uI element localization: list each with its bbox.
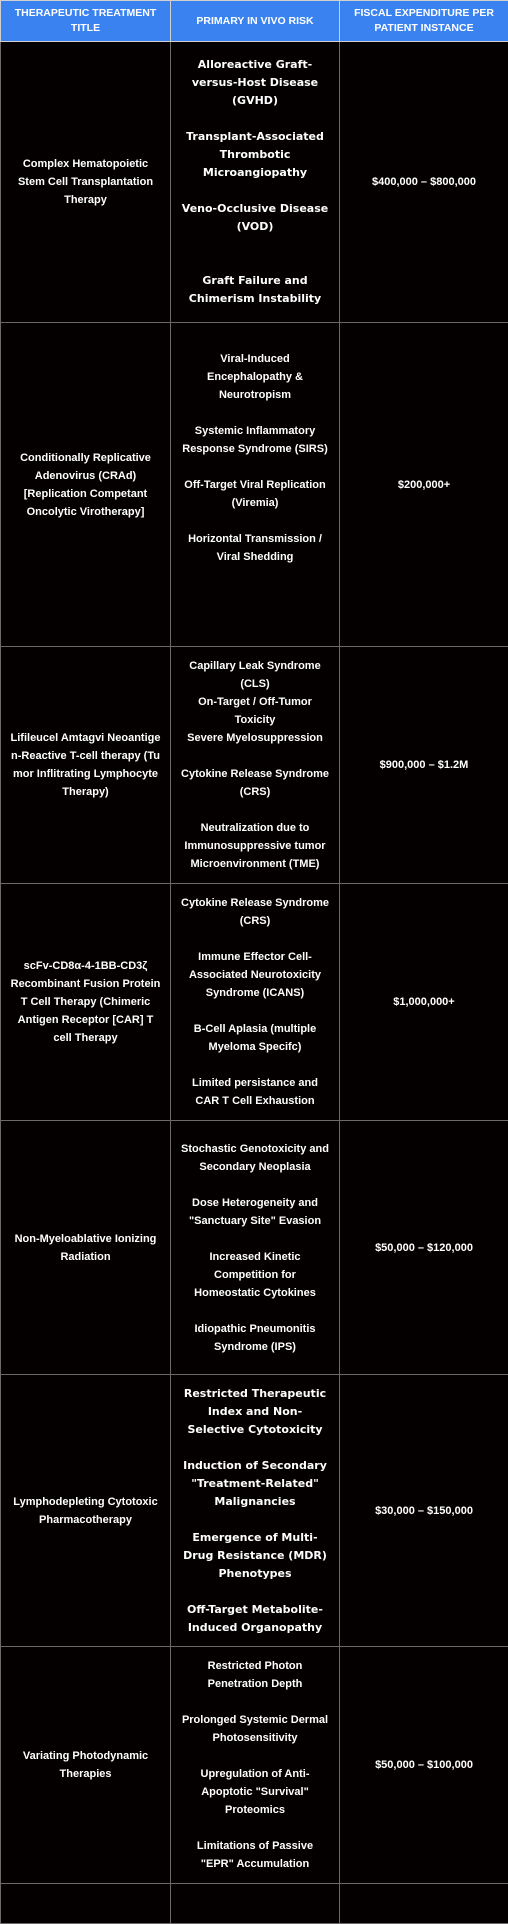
risk-cell: [171, 647, 340, 884]
cost-cell: $400,000 – $800,000: [340, 42, 508, 323]
header-therapy: THERAPEUTIC TREATMENT TITLE: [1, 1, 171, 42]
header-cost: FISCAL EXPENDITURE PER PATIENT INSTANCE: [340, 1, 508, 42]
risk-item: Off-Target Viral Replication (Viremia): [181, 476, 329, 512]
risk-item: Viral-Induced Encephalopathy & Neurotropism: [181, 350, 329, 404]
header-risk: PRIMARY IN VIVO RISK: [171, 1, 340, 42]
risk-cell: [171, 884, 340, 1121]
empty-cell: [340, 1884, 508, 1924]
risk-item: Restricted Photon Penetration Depth: [181, 1657, 329, 1693]
table-row: [1, 1375, 508, 1647]
therapy-cell: Non-Myeloablative Ionizing Radiation: [1, 1121, 171, 1375]
table-row: [1, 647, 508, 884]
cost-cell: $50,000 – $100,000: [340, 1647, 508, 1884]
risk-cell: [171, 1121, 340, 1375]
risk-item: Limited persistance and CAR T Cell Exhaustion: [181, 1074, 329, 1110]
risk-item: Horizontal Transmission / Viral Shedding: [181, 530, 329, 566]
risk-item: Systemic Inflammatory Response Syndrome (SIRS): [181, 422, 329, 458]
table-row: [1, 323, 508, 647]
risk-item: Off-Target Metabolite-Induced Organopathy: [181, 1601, 329, 1637]
therapy-cell: Lifileucel Amtagvi Neoantigen-Reactive T-cell therapy (Tumor Inflitrating Lymphocyte Therapy): [1, 647, 171, 884]
risk-item: Alloreactive Graft-versus-Host Disease (GVHD): [181, 56, 329, 110]
risk-item: Emergence of Multi-Drug Resistance (MDR) Phenotypes: [181, 1529, 329, 1583]
cost-cell: $50,000 – $120,000: [340, 1121, 508, 1375]
cost-cell: $1,000,000+: [340, 884, 508, 1121]
empty-cell: [171, 1884, 340, 1924]
risk-item: Restricted Therapeutic Index and Non-Selective Cytotoxicity: [181, 1385, 329, 1439]
risk-cell: [171, 1375, 340, 1647]
risk-item: Induction of Secondary "Treatment-Related" Malignancies: [181, 1457, 329, 1511]
cost-cell: $900,000 – $1.2M: [340, 647, 508, 884]
risk-cell: [171, 1647, 340, 1884]
cost-cell: $30,000 – $150,000: [340, 1375, 508, 1647]
risk-cell: [171, 323, 340, 647]
empty-cell: [1, 1884, 171, 1924]
risk-cell: [171, 42, 340, 323]
risk-item: B-Cell Aplasia (multiple Myeloma Specifc): [181, 1020, 329, 1056]
risk-item: Veno-Occlusive Disease (VOD): [181, 200, 329, 236]
table-row-empty: [1, 1884, 508, 1924]
cost-cell: $200,000+: [340, 323, 508, 647]
risk-item: Prolonged Systemic Dermal Photosensitivity: [181, 1711, 329, 1747]
risk-item: Cytokine Release Syndrome (CRS): [181, 894, 329, 930]
risk-item: Graft Failure and Chimerism Instability: [181, 272, 329, 308]
therapy-cell: Lymphodepleting Cytotoxic Pharmacotherapy: [1, 1375, 171, 1647]
risk-item: Upregulation of Anti-Apoptotic "Survival" Proteomics: [181, 1765, 329, 1819]
therapy-cell: Conditionally Replicative Adenovirus (CRAd) [Replication Competant Oncolytic Virotherapy]: [1, 323, 171, 647]
risk-item: Idiopathic Pneumonitis Syndrome (IPS): [181, 1320, 329, 1356]
risk-item: Increased Kinetic Competition for Homeostatic Cytokines: [181, 1248, 329, 1302]
risk-item: Capillary Leak Syndrome (CLS): [181, 657, 329, 693]
table-row: [1, 884, 508, 1121]
therapy-cell: scFv-CD8α-4-1BB-CD3ζ Recombinant Fusion Protein T Cell Therapy (Chimeric Antigen Receptor [CAR] T cell Therapy: [1, 884, 171, 1121]
risk-item: Neutralization due to Immunosuppressive tumor Microenvironment (TME): [181, 819, 329, 873]
risk-item: Stochastic Genotoxicity and Secondary Neoplasia: [181, 1140, 329, 1176]
therapy-cell: Variating Photodynamic Therapies: [1, 1647, 171, 1884]
risk-item: Cytokine Release Syndrome (CRS): [181, 765, 329, 801]
risk-spacer: [181, 566, 329, 620]
risk-item: Immune Effector Cell-Associated Neurotoxicity Syndrome (ICANS): [181, 948, 329, 1002]
therapy-cell: Complex Hematopoietic Stem Cell Transplantation Therapy: [1, 42, 171, 323]
risk-item: Transplant-Associated Thrombotic Microangiopathy: [181, 128, 329, 182]
risk-item: Limitations of Passive "EPR" Accumulation: [181, 1837, 329, 1873]
risk-item: Dose Heterogeneity and "Sanctuary Site" Evasion: [181, 1194, 329, 1230]
table-row: [1, 1647, 508, 1884]
table-row: [1, 1121, 508, 1375]
table-row: [1, 42, 508, 323]
risk-item: On-Target / Off-Tumor Toxicity: [181, 693, 329, 729]
header-row: [1, 1, 508, 42]
risk-item: Severe Myelosuppression: [181, 729, 329, 747]
